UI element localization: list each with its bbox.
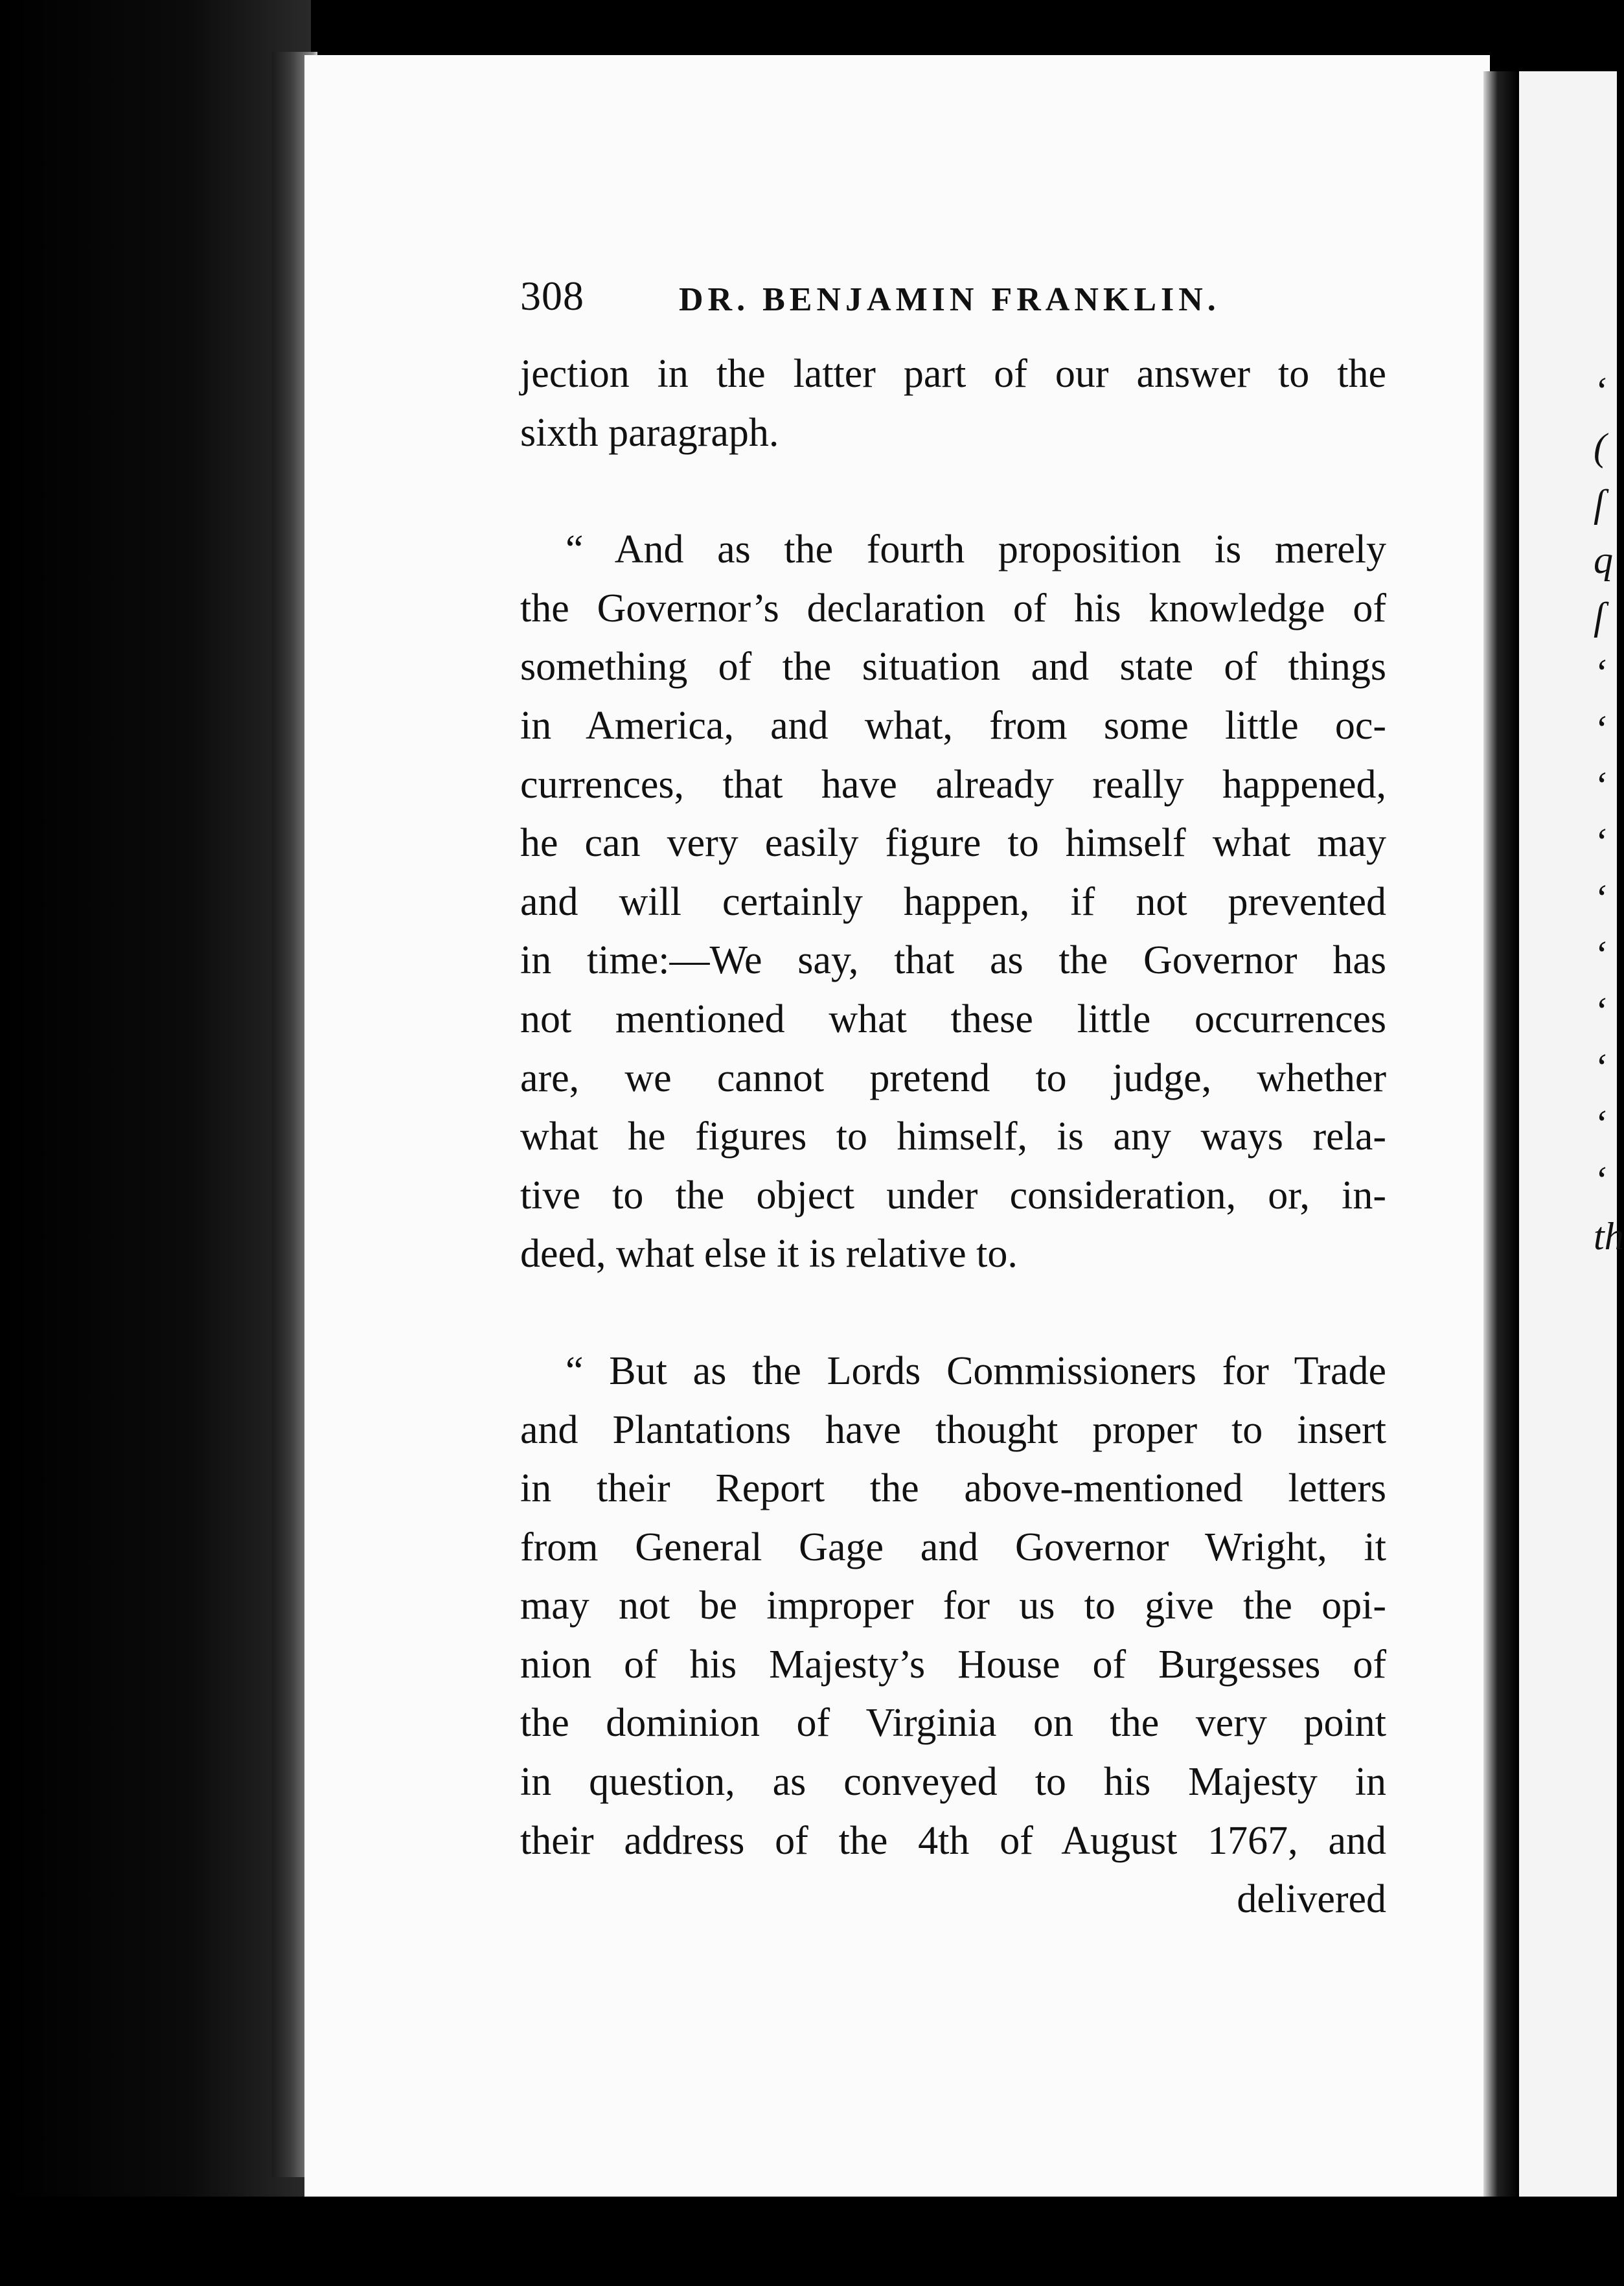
- facing-page-glyph: ‘: [1594, 708, 1607, 750]
- page-text-block: [520, 267, 1386, 1929]
- facing-page-glyph: ſ: [1594, 482, 1605, 525]
- paragraph-3: [520, 1342, 1386, 1870]
- text-line: in time:—We say, that as the Governor has: [520, 938, 1386, 983]
- text-line: not mentioned what these little occurrences: [520, 997, 1386, 1041]
- text-line: the dominion of Virginia on the very point: [520, 1701, 1386, 1746]
- facing-page-glyph: ‘: [1594, 1046, 1607, 1089]
- facing-page-glyph: (: [1594, 426, 1607, 468]
- facing-page-glyph: ‘: [1594, 989, 1607, 1032]
- text-line: what he figures to himself, is any ways rela-: [520, 1114, 1386, 1159]
- text-line: something of the situation and state of things: [520, 645, 1386, 689]
- facing-page-marks: [1594, 363, 1624, 1905]
- paragraph-1: [520, 345, 1386, 462]
- text-line: may not be improper for us to give the opi-: [520, 1584, 1386, 1628]
- facing-page-glyph: ſ: [1594, 595, 1605, 638]
- running-head-title: DR. BENJAMIN FRANKLIN.: [679, 281, 1220, 318]
- facing-page-glyph: q: [1594, 538, 1613, 581]
- text-line: and will certainly happen, if not prevented: [520, 879, 1386, 924]
- scan-background-left: [0, 0, 311, 2286]
- text-line: currences, that have already really happened,: [520, 762, 1386, 807]
- text-line: and Plantations have thought proper to insert: [520, 1407, 1386, 1452]
- facing-page-glyph: ‘: [1594, 820, 1607, 863]
- paragraph-2: [520, 520, 1386, 1284]
- scan-background-bottom: [0, 2197, 1617, 2286]
- paragraph-gap: [520, 1284, 1386, 1342]
- paragraph-gap: [520, 462, 1386, 520]
- text-line: their address of the 4th of August 1767, and: [520, 1818, 1386, 1863]
- text-line: he can very easily figure to himself what may: [520, 821, 1386, 866]
- facing-page-glyph: ‘: [1594, 651, 1607, 694]
- text-line: “ And as the fourth proposition is merely: [566, 527, 1386, 572]
- text-line: from General Gage and Governor Wright, it: [520, 1525, 1386, 1569]
- facing-page-glyph: th: [1594, 1215, 1624, 1258]
- page-number: 308: [520, 273, 584, 319]
- text-line: are, we cannot pretend to judge, whether: [520, 1056, 1386, 1100]
- facing-page-glyph: ‘: [1594, 1159, 1607, 1201]
- text-line: the Governor’s declaration of his knowledge of: [520, 586, 1386, 630]
- text-line: “ But as the Lords Commissioners for Trade: [566, 1348, 1386, 1393]
- catchword: delivered: [1237, 1877, 1386, 1922]
- facing-page-glyph: ‘: [1594, 369, 1607, 412]
- text-line: nion of his Majesty’s House of Burgesses of: [520, 1642, 1386, 1687]
- text-line: in question, as conveyed to his Majesty in: [520, 1760, 1386, 1805]
- text-line: deed, what else it is relative to.: [520, 1232, 1018, 1276]
- facing-page-glyph: ‘: [1594, 877, 1607, 919]
- text-line: jection in the latter part of our answer to the: [520, 352, 1386, 396]
- running-head: [520, 267, 1386, 325]
- text-line: in America, and what, from some little oc-: [520, 703, 1386, 748]
- binding-gutter: [1483, 71, 1519, 2197]
- text-line: tive to the object under consideration, or, in-: [520, 1173, 1386, 1218]
- text-line: sixth paragraph.: [520, 410, 779, 455]
- facing-page-glyph: ‘: [1594, 933, 1607, 976]
- facing-page-glyph: ‘: [1594, 1102, 1607, 1145]
- text-line: in their Report the above-mentioned letters: [520, 1466, 1386, 1511]
- facing-page-glyph: ‘: [1594, 764, 1607, 807]
